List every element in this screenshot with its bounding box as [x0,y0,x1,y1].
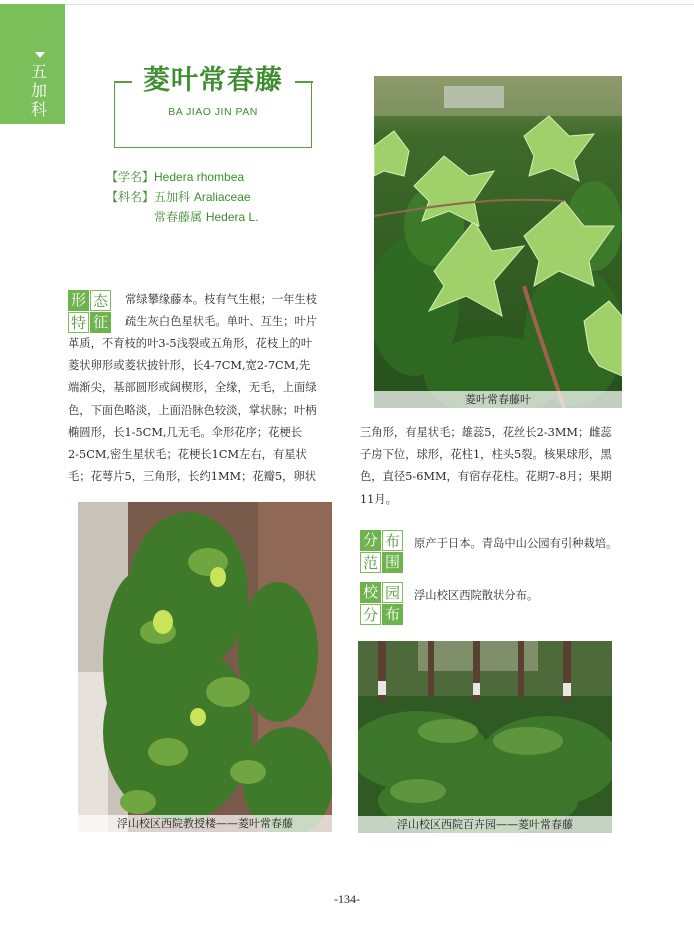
page-number: -134- [334,892,360,906]
top-divider [65,4,694,5]
leaf-photo-caption: 菱叶常春藤叶 [374,391,622,408]
distribution-text: 原产于日本。青岛中山公园有引种栽培。 [414,537,618,550]
morphology-label: 形 态 特 征 [68,290,112,334]
ground-photo-caption: 浮山校区西院百卉园——菱叶常春藤 [358,816,612,833]
morphology-text: 革质，不育枝的叶3-5浅裂或五角形，花枝上的叶 菱状卵形或菱状披针形，长4-7CM,宽2-7CM,先 端渐尖，基部圆形或阔楔形，全缘，无毛，上面绿 色，下面色略淡，上面沿脉色较淡，掌状脉；叶柄 椭圆形，长1-5CM,几无毛。伞形花序；花梗长 2-5CM,密生星状毛；花梗长1CM左右，有星状 毛；花萼片5，三角形，长约1MM；花瓣5，卵状 [68,337,317,484]
family-name-line: 【科名】五加科 Araliaceae [106,190,251,204]
wall-photo-caption: 浮山校区西院教授楼——菱叶常春藤 [78,815,332,832]
wall-photo [78,502,332,832]
campus-label: 校 园 分 布 [360,582,404,626]
scientific-name-line: 【学名】Hedera rhombea [106,170,245,184]
scientific-name: Hedera rhombea [154,170,245,184]
leaf-image [374,76,622,408]
campus-text: 浮山校区西院散状分布。 [414,589,539,602]
morphology-text-indented: 常绿攀缘藤本。枝有气生根；一年生枝 疏生灰白色星状毛。单叶、互生；叶片 [125,293,318,329]
title-box [114,65,312,148]
leaf-photo [374,76,622,408]
title-pinyin: BA JIAO JIN PAN [168,106,258,118]
ground-photo [358,641,612,833]
triangle-down-icon [35,52,45,58]
distribution-label: 分 布 范 围 [360,530,404,574]
morphology-text-continued: 三角形，有星状毛；雄蕊5，花丝长2-3MM；雌蕊 子房下位，球形，花柱1，柱头5裂。核果球形，黑 色，直径5-6MM，有宿存花柱。花期7-8月；果期 11月。 [360,426,612,506]
family-latin: Araliaceae [193,190,251,204]
family-tab-text: 五加科 [30,62,47,119]
genus-zh: 常春藤属 [154,210,203,224]
ground-image [358,641,612,833]
wall-image [78,502,332,832]
family-tab [0,4,65,124]
page-title: 菱叶常春藤 [143,65,283,96]
family-zh: 五加科 [154,190,191,204]
genus-latin: Hedera L. [205,210,259,224]
genus-name-line [154,208,259,226]
